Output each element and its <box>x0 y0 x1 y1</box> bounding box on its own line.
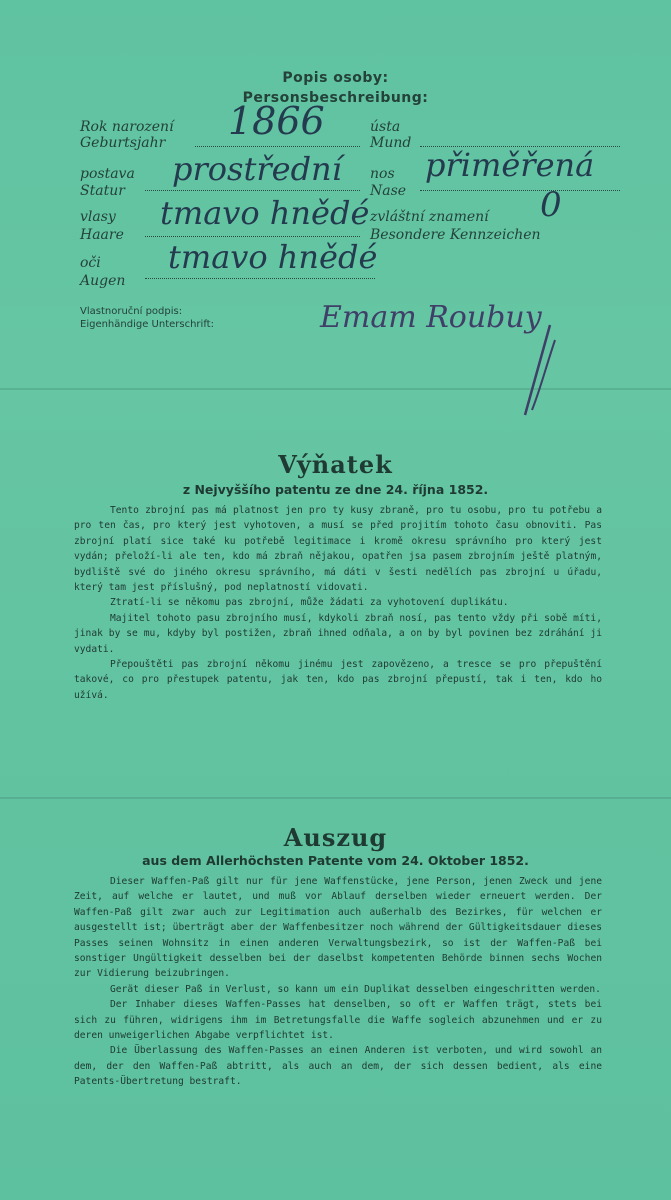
label-vlasy-cz: vlasy <box>80 209 116 225</box>
czech-text <box>74 503 602 703</box>
label-usta-cz: ústa <box>370 119 401 135</box>
label-nos-cz: nos <box>370 166 395 182</box>
label-znameni-cz: zvláštní znamení <box>370 209 489 225</box>
value-znameni: 0 <box>540 185 562 225</box>
value-rok: 1866 <box>228 99 325 143</box>
value-usta: přiměřená <box>425 146 595 184</box>
value-vlasy: tmavo hnědé <box>160 194 370 232</box>
label-nos-de: Nase <box>370 183 407 199</box>
fill-line <box>145 236 360 237</box>
signature-value: Emam Roubuy <box>320 300 542 335</box>
label-rok-cz: Rok narození <box>80 119 174 135</box>
value-postava: prostřední <box>172 150 342 188</box>
fill-line <box>195 146 360 147</box>
fill-line <box>420 190 620 191</box>
czech-paragraph: Tento zbrojní pas má platnost jen pro ty kusy zbraně, pro tu osobu, pro tu potřebu a pro ten čas, pro který jest vyhotoven, a musí se před projitím tohoto času obnoviti. Pas zbrojní platí sice také ku potřebě legitimace i kromě okresu správního pro který jest vydán; přeloží-li ale ten, kdo má zbraň nějakou, opatřen jsa pasem zbrojním ještě platným, bydliště své do jiného okresu správního, má dáti v šesti nedělích pas zbrojní u úřadu, který tam jest příslušný, pod neplatností vidovati. <box>74 505 602 594</box>
german-subtitle: aus dem Allerhöchsten Patente vom 24. Oktober 1852. <box>142 853 529 868</box>
german-title: Auszug <box>283 823 388 852</box>
label-znameni-de: Besondere Kennzeichen <box>370 227 541 243</box>
german-paragraph: Der Inhaber dieses Waffen-Passes hat denselben, so oft er Waffen trägt, stets bei sich zu führen, widrigens ihm im Betretungsfalle die Waffe sogleich abzunehmen und er zu deren unweigerlichen Abgabe verpflichtet ist. <box>74 999 602 1042</box>
label-usta-de: Mund <box>370 135 412 151</box>
header-title-de: Personsbeschreibung: <box>242 90 429 106</box>
header-title-cz: Popis osoby: <box>282 70 389 86</box>
label-oci-de: Augen <box>80 273 126 289</box>
label-vlasy-de: Haare <box>80 227 124 243</box>
value-oci: tmavo hnědé <box>168 238 378 276</box>
label-postava-cz: postava <box>80 166 135 182</box>
fold-line <box>0 388 671 390</box>
german-paragraph: Die Überlassung des Waffen-Passes an einen Anderen ist verboten, und wird sowohl an dem, der den Waffen-Paß abtritt, als auch an dem, der sich dessen bedient, als eine Patents-Übertretung bestraft. <box>74 1045 602 1088</box>
czech-subtitle: z Nejvyššího patentu ze dne 24. října 1852. <box>182 482 489 497</box>
czech-paragraph: Přepouštěti pas zbrojní někomu jinému jest zapovězeno, a tresce se pro přepuštění takové, co pro přestupek patentu, jak ten, kdo pas zbrojní přepustí, tak i ten, kdo ho užívá. <box>74 659 602 701</box>
label-oci-cz: oči <box>80 255 101 271</box>
signature-flourish <box>510 320 570 420</box>
german-paragraph: Dieser Waffen-Paß gilt nur für jene Waffenstücke, jene Person, jenen Zweck und jene Zeit, auf welche er lautet, und muß vor Ablauf derselben wieder erneuert werden. Der Waffen-Paß gilt zwar auch zur Legitimation auch außerhalb des Bezirkes, für welchen er ausgestellt ist; überträgt aber der Waffenbesitzer noch während der Gültigkeitsdauer dieses Passes seinen Wohnsitz in einen anderen Verwaltungsbezirk, so ist der Waffen-Paß bei sonstiger Ungültigkeit desselben bei der daselbst kompetenten Behörde binnen sechs Wochen zur Vidierung beizubringen. <box>74 876 602 980</box>
czech-paragraph: Ztratí-li se někomu pas zbrojní, může žádati za vyhotovení duplikátu. <box>110 597 509 609</box>
czech-paragraph: Majitel tohoto pasu zbrojního musí, kdykoli zbraň nosí, pas tento vždy při sobě míti, jinak by se mu, kdyby byl postižen, zbraň ihned odňala, a on by byl povinen bez zdráhání ji vydati. <box>74 612 602 655</box>
label-postava-de: Statur <box>80 183 125 199</box>
fold-line <box>0 797 671 799</box>
label-rok-de: Geburtsjahr <box>80 135 166 151</box>
signature-label-de: Eigenhändige Unterschrift: <box>80 319 214 330</box>
signature-label-cz: Vlastnoruční podpis: <box>80 306 183 317</box>
german-paragraph: Gerät dieser Paß in Verlust, so kann um ein Duplikat desselben eingeschritten werden. <box>110 983 601 995</box>
german-text <box>74 874 602 1090</box>
czech-title: Výňatek <box>278 450 393 479</box>
fill-line <box>145 278 375 279</box>
fill-line <box>145 190 360 191</box>
